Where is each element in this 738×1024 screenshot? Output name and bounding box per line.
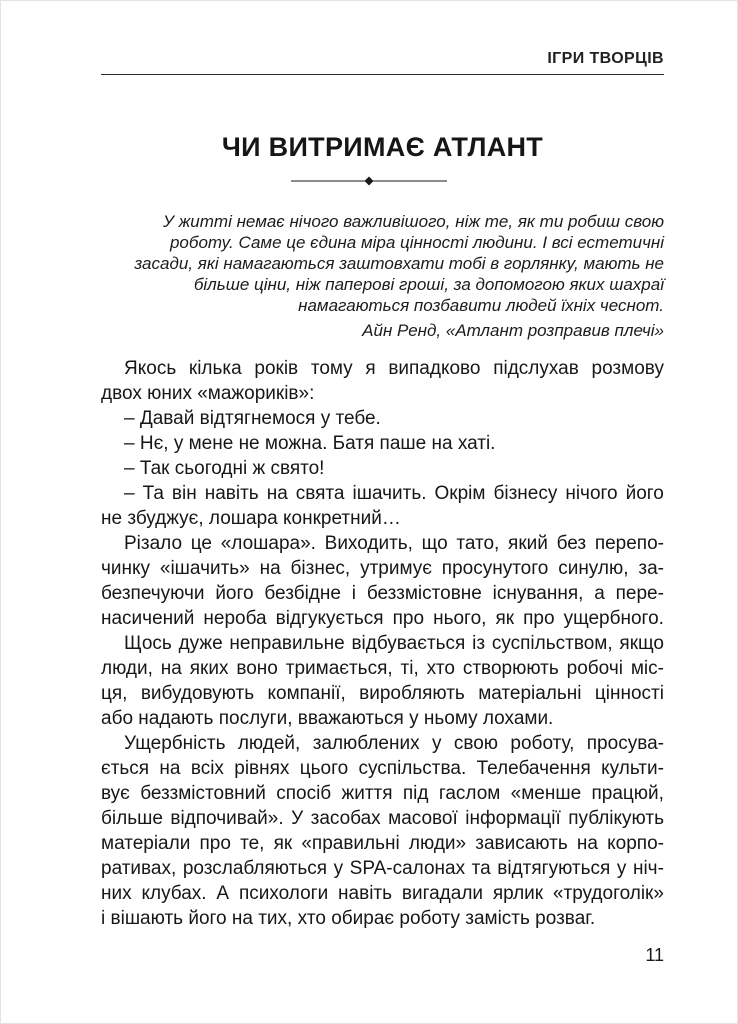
body-line: двох юних «мажориків»: [101,383,315,404]
header-rule [101,74,664,75]
body-line: Різало це «лошара». Виходить, що тато, який без перепо- [124,533,664,554]
body-line: і вішають його на тих, хто обирає роботу замість розваг. [101,908,596,929]
epigraph-line: У житті немає нічого важливішого, ніж те, як ти робиш свою [163,212,664,231]
epigraph [101,211,664,316]
body-line: чинку «ішачить» на бізнес, утримує просунутого синулю, за- [101,558,664,579]
paragraph [101,481,664,531]
page-number: 11 [645,945,664,965]
paragraph [101,631,664,731]
body-line: вує беззмістовний спосіб життя під гаслом «менше працюй, [101,783,664,804]
body-line: Щось дуже неправильне відбувається із суспільством, якщо [124,633,664,654]
body-line: Ущербність людей, залюблених у свою роботу, просува- [124,733,664,754]
body-line: більше відпочивай». У засобах масової інформації публікують [101,808,664,829]
paragraph [101,456,664,481]
body-line: – Та він навіть на свята ішачить. Окрім бізнесу нічого його [124,483,664,504]
paragraph [101,356,664,406]
body-line: ється на всіх рівнях цього суспільства. Телебачення культи- [101,758,664,779]
body-line: – Нє, у мене не можна. Батя паше на хаті. [124,433,496,454]
paragraph [101,731,664,931]
paragraph [101,406,664,431]
body-line: насичений нероба відгукується про нього, як про ущербного. [101,608,664,629]
body-line: них клубах. А психологи навіть вигадали ярлик «трудоголік» [101,883,664,904]
body-line: безпечуючи його безбідне і беззмістовне існування, а пере- [101,583,664,604]
paragraph [101,431,664,456]
body-line: ративах, розслабляються у SPA-салонах та відтягуються у ніч- [101,858,664,879]
paragraph [101,531,664,631]
page-header [101,49,664,75]
section-divider [1,175,737,187]
body-line: матеріали про те, як «правильні люди» зависають на корпо- [101,833,664,854]
body-text [101,356,664,931]
running-head: ІГРИ ТВОРЦІВ [547,50,664,67]
body-line: Якось кілька років тому я випадково підслухав розмову [124,358,664,379]
chapter-title: ЧИ ВИТРИМАЄ АТЛАНТ [221,132,544,162]
epigraph-line: більше ціни, ніж паперові гроші, за допомогою яких шахраї [193,275,664,294]
epigraph-line: намагаються позбавити людей їхніх чеснот. [298,296,664,315]
body-line: люди, на яких воно тримається, ті, хто створюють робочі міс- [101,658,664,679]
body-line: ця, вибудовують компанії, виробляють матеріальні цінності [101,683,664,704]
epigraph-line: засади, які намагаються заштовхати тобі в горлянку, мають не [134,254,664,273]
epigraph-attribution: Айн Ренд, «Атлант розправив плечі» [362,321,664,340]
body-line: – Давай відтягнемося у тебе. [124,408,381,429]
body-line: або надають послуги, вважаються у ньому лохами. [101,708,554,729]
diamond-divider-icon [289,175,449,187]
epigraph-line: роботу. Саме це єдина міра цінності людини. І всі естетичні [169,233,664,252]
body-line: – Так сьогодні ж свято! [124,458,325,479]
body-line: не збуджує, лошара конкретний… [101,508,401,529]
